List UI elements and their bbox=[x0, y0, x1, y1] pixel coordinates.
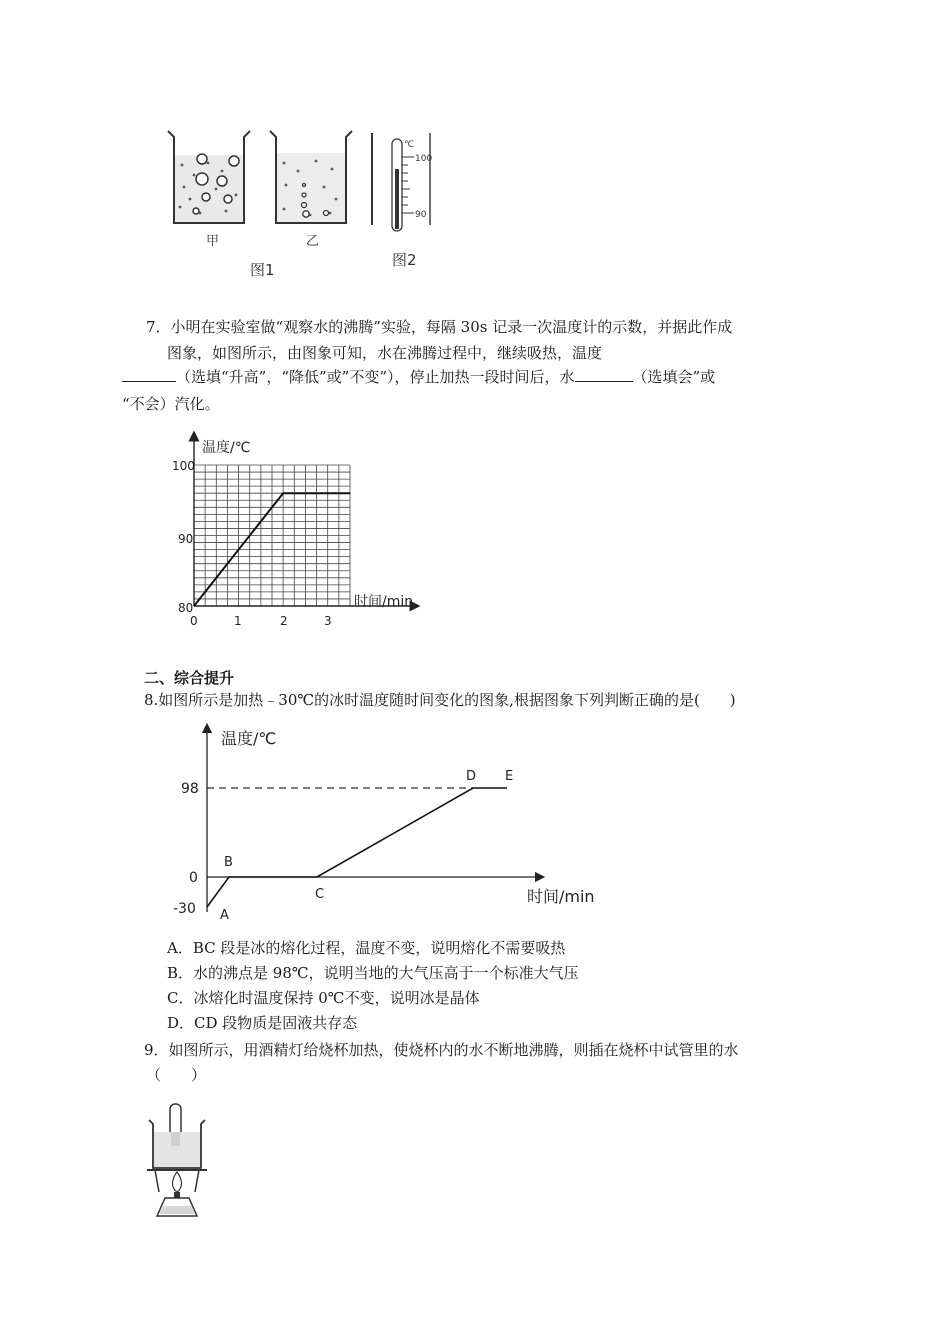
q7-temperature-graph bbox=[160, 430, 430, 635]
q8-ytick-minus-30: -30 bbox=[173, 901, 196, 917]
q7-ytick-80: 80 bbox=[178, 601, 194, 615]
q8-option-b[interactable]: B．水的沸点是 98℃，说明当地的大气压高于一个标准大气压 bbox=[167, 964, 579, 982]
beaker-a-illustration bbox=[168, 131, 250, 223]
beaker-a-label: 甲 bbox=[206, 234, 220, 249]
q7-line-2: 图象，如图所示，由图象可知，水在沸腾过程中，继续吸热，温度 bbox=[167, 344, 603, 362]
alcohol-lamp-beaker-illustration bbox=[145, 1102, 215, 1222]
q8-point-d: D bbox=[466, 769, 477, 784]
section-2-title: 二、综合提升 bbox=[144, 669, 235, 687]
q8-point-b: B bbox=[224, 855, 233, 870]
q7-line-3-a: （选填“升高”，“降低”或”不变”），停止加热一段时间后，水 bbox=[176, 368, 575, 386]
q7-grid bbox=[194, 465, 350, 606]
q7-line-1: 7．小明在实验室做“观察水的沸腾”实验，每隔 30s 记录一次温度计的示数，并据此作成 bbox=[146, 318, 733, 336]
q7-ytick-90: 90 bbox=[178, 532, 194, 546]
flame-icon bbox=[173, 1172, 182, 1192]
q8-point-c: C bbox=[315, 887, 325, 902]
q7-ytick-100: 100 bbox=[172, 459, 195, 473]
q8-temperature-line bbox=[207, 788, 507, 907]
q8-ytick-0: 0 bbox=[189, 870, 198, 886]
q7-xtick-0: 0 bbox=[190, 614, 198, 628]
figure-beakers-thermometer bbox=[160, 125, 450, 285]
q9-line-2: （ ） bbox=[146, 1066, 207, 1084]
q8-ytick-98: 98 bbox=[181, 781, 199, 797]
q7-line-4: “不会）汽化。 bbox=[122, 395, 220, 413]
fig2-caption: 图2 bbox=[392, 251, 417, 269]
q7-line-3 bbox=[122, 366, 715, 388]
q8-point-a: A bbox=[220, 908, 229, 923]
q8-option-a[interactable]: A．BC 段是冰的熔化过程，温度不变，说明熔化不需要吸热 bbox=[167, 939, 566, 957]
beaker-b-label: 乙 bbox=[306, 234, 320, 249]
q8-option-c[interactable]: C．冰熔化时温度保持 0℃不变，说明冰是晶体 bbox=[167, 989, 480, 1007]
q8-x-axis-label: 时间/min bbox=[527, 887, 595, 906]
q8-point-e: E bbox=[505, 769, 514, 784]
thermometer-label-100: 100 bbox=[415, 154, 433, 164]
thermometer-label-90: 90 bbox=[415, 210, 427, 220]
q9-line-1: 9．如图所示，用酒精灯给烧杯加热，使烧杯内的水不断地沸腾，则插在烧杯中试管里的水 bbox=[144, 1041, 739, 1059]
q8-temperature-graph bbox=[165, 722, 615, 930]
q7-line-3-b: （选填会”或 bbox=[632, 368, 716, 386]
q7-y-axis-label: 温度/℃ bbox=[202, 440, 251, 456]
fig1-caption: 图1 bbox=[250, 261, 275, 279]
thermometer-unit: ℃ bbox=[404, 140, 415, 150]
q7-blank-2[interactable] bbox=[575, 367, 633, 382]
beaker-b-illustration bbox=[270, 131, 352, 223]
q7-xtick-2: 2 bbox=[280, 614, 288, 628]
q7-x-axis-label: 时间/min bbox=[354, 594, 414, 610]
q8-option-d[interactable]: D．CD 段物质是固液共存态 bbox=[167, 1014, 358, 1032]
q8-y-axis-label: 温度/℃ bbox=[221, 729, 277, 748]
q7-xtick-1: 1 bbox=[234, 614, 242, 628]
q7-blank-1[interactable] bbox=[122, 367, 176, 382]
q8-stem: 8.如图所示是加热﹣30℃的冰时温度随时间变化的图象,根据图象下列判断正确的是( ) bbox=[144, 691, 736, 709]
q7-xtick-3: 3 bbox=[324, 614, 332, 628]
